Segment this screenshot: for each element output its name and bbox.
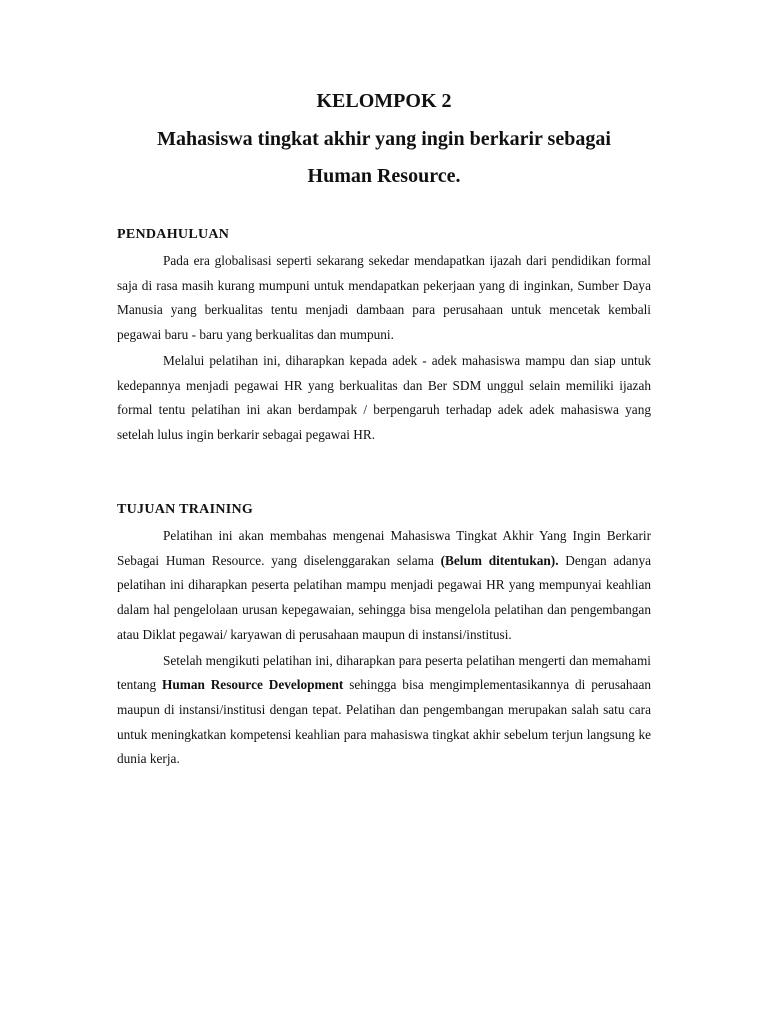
tujuan-p1-text-b: Dengan adanya pelatihan ini diharapkan peserta pelatihan mampu menjadi pegawai HR yang mempunyai keahlian dalam hal pengelolaan urusan kepegawaian, sehingga bisa mengelola pelatihan dan pengembangan atau Diklat pegawai/ karyawan di perusahaan maupun di instansi/institusi. — [117, 552, 651, 642]
section-tujuan-training — [117, 501, 651, 772]
pendahuluan-paragraph-2: Melalui pelatihan ini, diharapkan kepada adek - adek mahasiswa mampu dan siap untuk kedepannya menjadi pegawai HR yang berkualitas dan Ber SDM unggul selain memiliki ijazah formal tentu pelatihan ini akan berdampak / berpengaruh terhadap adek adek mahasiswa yang setelah lulus ingin berkarir sebagai pegawai HR. — [117, 352, 651, 442]
tujuan-paragraph-1 — [117, 524, 651, 648]
pendahuluan-paragraph-1: Pada era globalisasi seperti sekarang sekedar mendapatkan ijazah dari pendidikan formal saja di rasa masih kurang mumpuni untuk mendapatkan pekerjaan yang di inginkan, Sumber Daya Manusia yang berkualitas tentu menjadi dambaan para perusahaan untuk mencetak kembali pegawai baru - baru yang berkualitas dan mumpuni. — [117, 253, 651, 343]
tujuan-paragraph-2 — [117, 649, 651, 773]
document-title-line-2: Human Resource. — [307, 165, 461, 187]
tujuan-p2-text-b: sehingga bisa mengimplementasikannya di perusahaan maupun di instansi/institusi dengan tepat. Pelatihan dan pengembangan merupakan salah satu cara untuk meningkatkan kompetensi keahlian para mahasiswa tingkat akhir sebelum terjun langsung ke dunia kerja. — [117, 677, 652, 767]
tujuan-p2-bold-hrd: Human Resource Development — [162, 677, 344, 693]
tujuan-p2-text-a: Setelah mengikuti pelatihan ini, diharapkan para peserta pelatihan mengerti dan memahami tentang — [117, 652, 651, 693]
document-title-group-number: KELOMPOK 2 — [316, 90, 452, 112]
section-heading-tujuan: TUJUAN TRAINING — [117, 502, 254, 517]
tujuan-p1-bold-duration: (Belum ditentukan). — [440, 552, 559, 568]
section-heading-pendahuluan: PENDAHULUAN — [117, 227, 230, 242]
section-pendahuluan — [117, 226, 651, 448]
document-title-line-1: Mahasiswa tingkat akhir yang ingin berkarir sebagai — [157, 128, 611, 150]
tujuan-p1-text-a: Pelatihan ini akan membahas mengenai Mahasiswa Tingkat Akhir Yang Ingin Berkarir Sebagai Human Resource. yang diselenggarakan selama — [117, 528, 651, 568]
